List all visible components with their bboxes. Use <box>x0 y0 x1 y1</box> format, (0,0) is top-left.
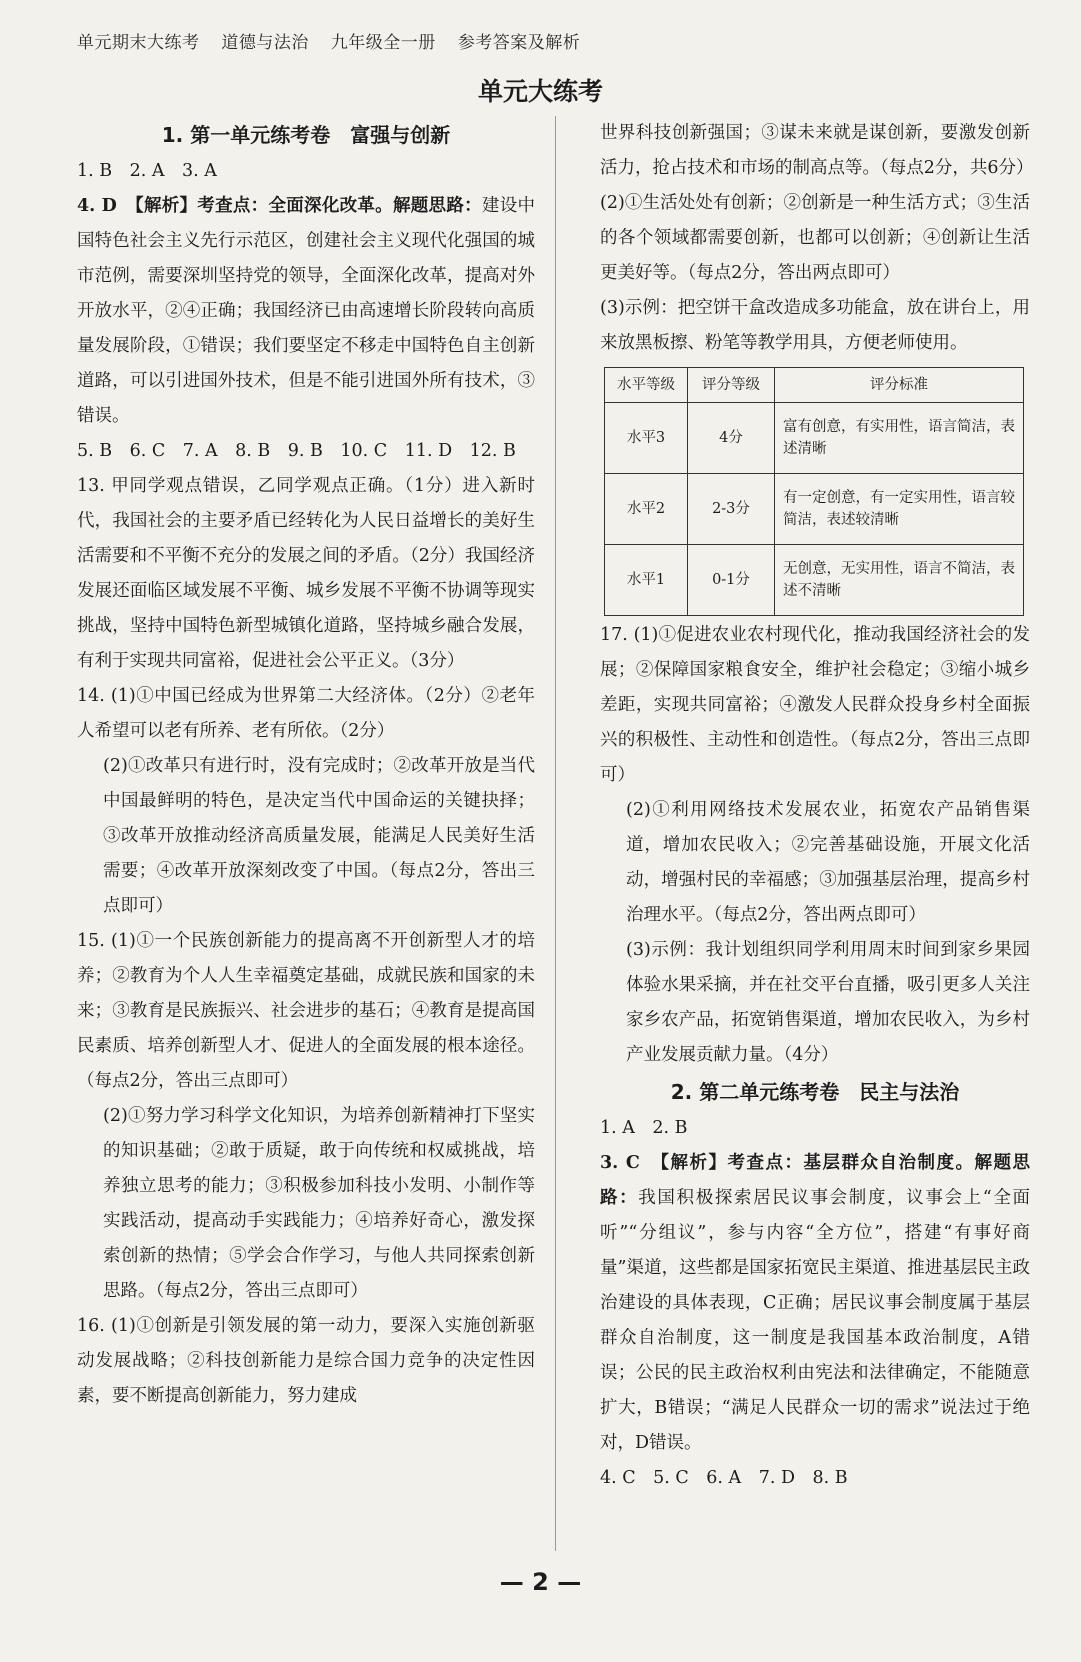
rubric-header: 评分等级 <box>688 368 775 403</box>
header-item: 单元期末大练考 <box>77 33 200 53</box>
table-row <box>605 545 1024 616</box>
answer-q16-2: (2)①生活处处有创新；②创新是一种生活方式；③生活的各个领域都需要创新，也都可以创新；④创新让生活更美好等。（每点2分，答出两点即可） <box>600 193 1030 283</box>
header-item: 参考答案及解析 <box>457 33 581 53</box>
answer-s2-q3-head: 3. C 【解析】考查点：基层群众自治制度。解题思路： <box>600 1153 1030 1208</box>
left-column <box>77 116 535 1414</box>
answer-s2-q3-body: 我国积极探索居民议事会制度，议事会上“全面听”“分组议”，参与内容“全方位”，搭建“有事好商量”渠道，这些都是国家拓宽民主渠道、推进基层民主政治建设的具体表现，C正确；居民议事会制度属于基层群众自治制度，这一制度是我国基本政治制度，A错误；公民的民主政治权利由宪法和法律确定，不能随意扩大，B错误；“满足人民群众一切的需求”说法过于绝对，D错误。 <box>600 1188 1030 1453</box>
table-row <box>605 403 1024 474</box>
answer-q16-1: 16. (1)①创新是引领发展的第一动力，要深入实施创新驱动发展战略；②科技创新能力是综合国力竞争的决定性因素，要不断提高创新能力，努力建成 <box>77 1316 535 1406</box>
answer-q15-2: (2)①努力学习科学文化知识，为培养创新精神打下坚实的知识基础；②敢于质疑，敢于向传统和权威挑战，培养独立思考的能力；③积极参加科技小发明、小制作等实践活动，提高动手实践能力；④培养好奇心，激发探索创新的热情；⑤学会合作学习，与他人共同探索创新思路。（每点2分，答出三点即可） <box>103 1106 535 1301</box>
header-item: 九年级全一册 <box>330 33 436 53</box>
answer-q4-body: 建设中国特色社会主义先行示范区，创建社会主义现代化强国的城市范例，需要深圳坚持党的领导，全面深化改革，提高对外开放水平，②④正确；我国经济已由高速增长阶段转向高质量发展阶段，①错误；我们要坚定不移走中国特色自主创新道路，可以引进国外技术，但是不能引进国外所有技术，③错误。 <box>77 196 535 426</box>
page-number: — 2 — <box>499 1568 582 1596</box>
answer-q5-12: 5. B 6. C 7. A 8. B 9. B 10. C 11. D 12. B <box>77 441 516 461</box>
answer-q1-3: 1. B 2. A 3. A <box>77 161 217 181</box>
rubric-score: 0-1分 <box>688 545 775 616</box>
answer-q14-2: (2)①改革只有进行时，没有完成时；②改革开放是当代中国最鲜明的特色，是决定当代中国命运的关键抉择；③改革开放推动经济高质量发展，能满足人民美好生活需要；④改革开放深刻改变了中国。（每点2分，答出三点即可） <box>103 756 535 916</box>
answer-q13: 13. 甲同学观点错误，乙同学观点正确。（1分）进入新时代，我国社会的主要矛盾已经转化为人民日益增长的美好生活需要和不平衡不充分的发展之间的矛盾。（2分）我国经济发展还面临区域发展不平衡、城乡发展不平衡不协调等现实挑战，坚持中国特色新型城镇化道路，坚持城乡融合发展，有利于实现共同富裕，促进社会公平正义。（3分） <box>77 476 535 671</box>
answer-q4-head: 4. D 【解析】考查点：全面深化改革。解题思路： <box>77 196 482 216</box>
table-row <box>605 474 1024 545</box>
rubric-score: 2-3分 <box>688 474 775 545</box>
answer-s2-q1-2: 1. A 2. B <box>600 1118 688 1138</box>
rubric-level: 水平2 <box>605 474 688 545</box>
rubric-header: 水平等级 <box>605 368 688 403</box>
rubric-header: 评分标准 <box>775 368 1024 403</box>
page-header <box>77 28 596 53</box>
answer-q14-1: 14. (1)①中国已经成为世界第二大经济体。（2分）②老年人希望可以老有所养、老有所依。（2分） <box>77 686 535 741</box>
header-item: 道德与法治 <box>221 33 309 53</box>
column-divider <box>555 116 556 1551</box>
answer-q4 <box>77 189 535 434</box>
rubric-criteria: 有一定创意，有一定实用性，语言较简洁，表述较清晰 <box>775 474 1024 545</box>
section-title: 1. 第一单元练考卷 富强与创新 <box>161 123 451 147</box>
rubric-score: 4分 <box>688 403 775 474</box>
section-title: 2. 第二单元练考卷 民主与法治 <box>670 1080 960 1104</box>
rubric-criteria: 富有创意，有实用性，语言简洁，表述清晰 <box>775 403 1024 474</box>
answer-q16-1-cont: 世界科技创新强国；③谋未来就是谋创新，要激发创新活力，抢占技术和市场的制高点等。（每点2分，共6分） <box>600 123 1034 178</box>
answer-q15-1: 15. (1)①一个民族创新能力的提高离不开创新型人才的培养；②教育为个人人生幸福奠定基础，成就民族和国家的未来；③教育是民族振兴、社会进步的基石；④教育是提高国民素质、培养创新型人才、促进人的全面发展的根本途径。（每点2分，答出三点即可） <box>77 931 535 1091</box>
rubric-level: 水平1 <box>605 545 688 616</box>
rubric-header-row <box>605 368 1024 403</box>
answer-q17-1: 17. (1)①促进农业农村现代化，推动我国经济社会的发展；②保障国家粮食安全，维护社会稳定；③缩小城乡差距，实现共同富裕；④激发人民群众投身乡村全面振兴的积极性、主动性和创造性。（每点2分，答出三点即可） <box>600 625 1030 785</box>
rubric-criteria: 无创意，无实用性，语言不简洁，表述不清晰 <box>775 545 1024 616</box>
answer-q16-3: (3)示例：把空饼干盒改造成多功能盒，放在讲台上，用来放黑板擦、粉笔等教学用具，方便老师使用。 <box>600 298 1030 353</box>
right-column <box>600 116 1034 1496</box>
answer-q17-3: (3)示例：我计划组织同学利用周末时间到家乡果园体验水果采摘，并在社交平台直播，吸引更多人关注家乡农产品，拓宽销售渠道，增加农民收入，为乡村产业发展贡献力量。（4分） <box>626 940 1030 1065</box>
rubric-level: 水平3 <box>605 403 688 474</box>
answer-s2-q4-8: 4. C 5. C 6. A 7. D 8. B <box>600 1468 848 1488</box>
answer-q17-2: (2)①利用网络技术发展农业，拓宽农产品销售渠道，增加农民收入；②完善基础设施，开展文化活动，增强村民的幸福感；③加强基层治理，提高乡村治理水平。（每点2分，答出两点即可） <box>626 800 1030 925</box>
page-title: 单元大练考 <box>477 77 603 106</box>
answer-s2-q3 <box>600 1146 1030 1461</box>
rubric-table <box>604 367 1024 616</box>
